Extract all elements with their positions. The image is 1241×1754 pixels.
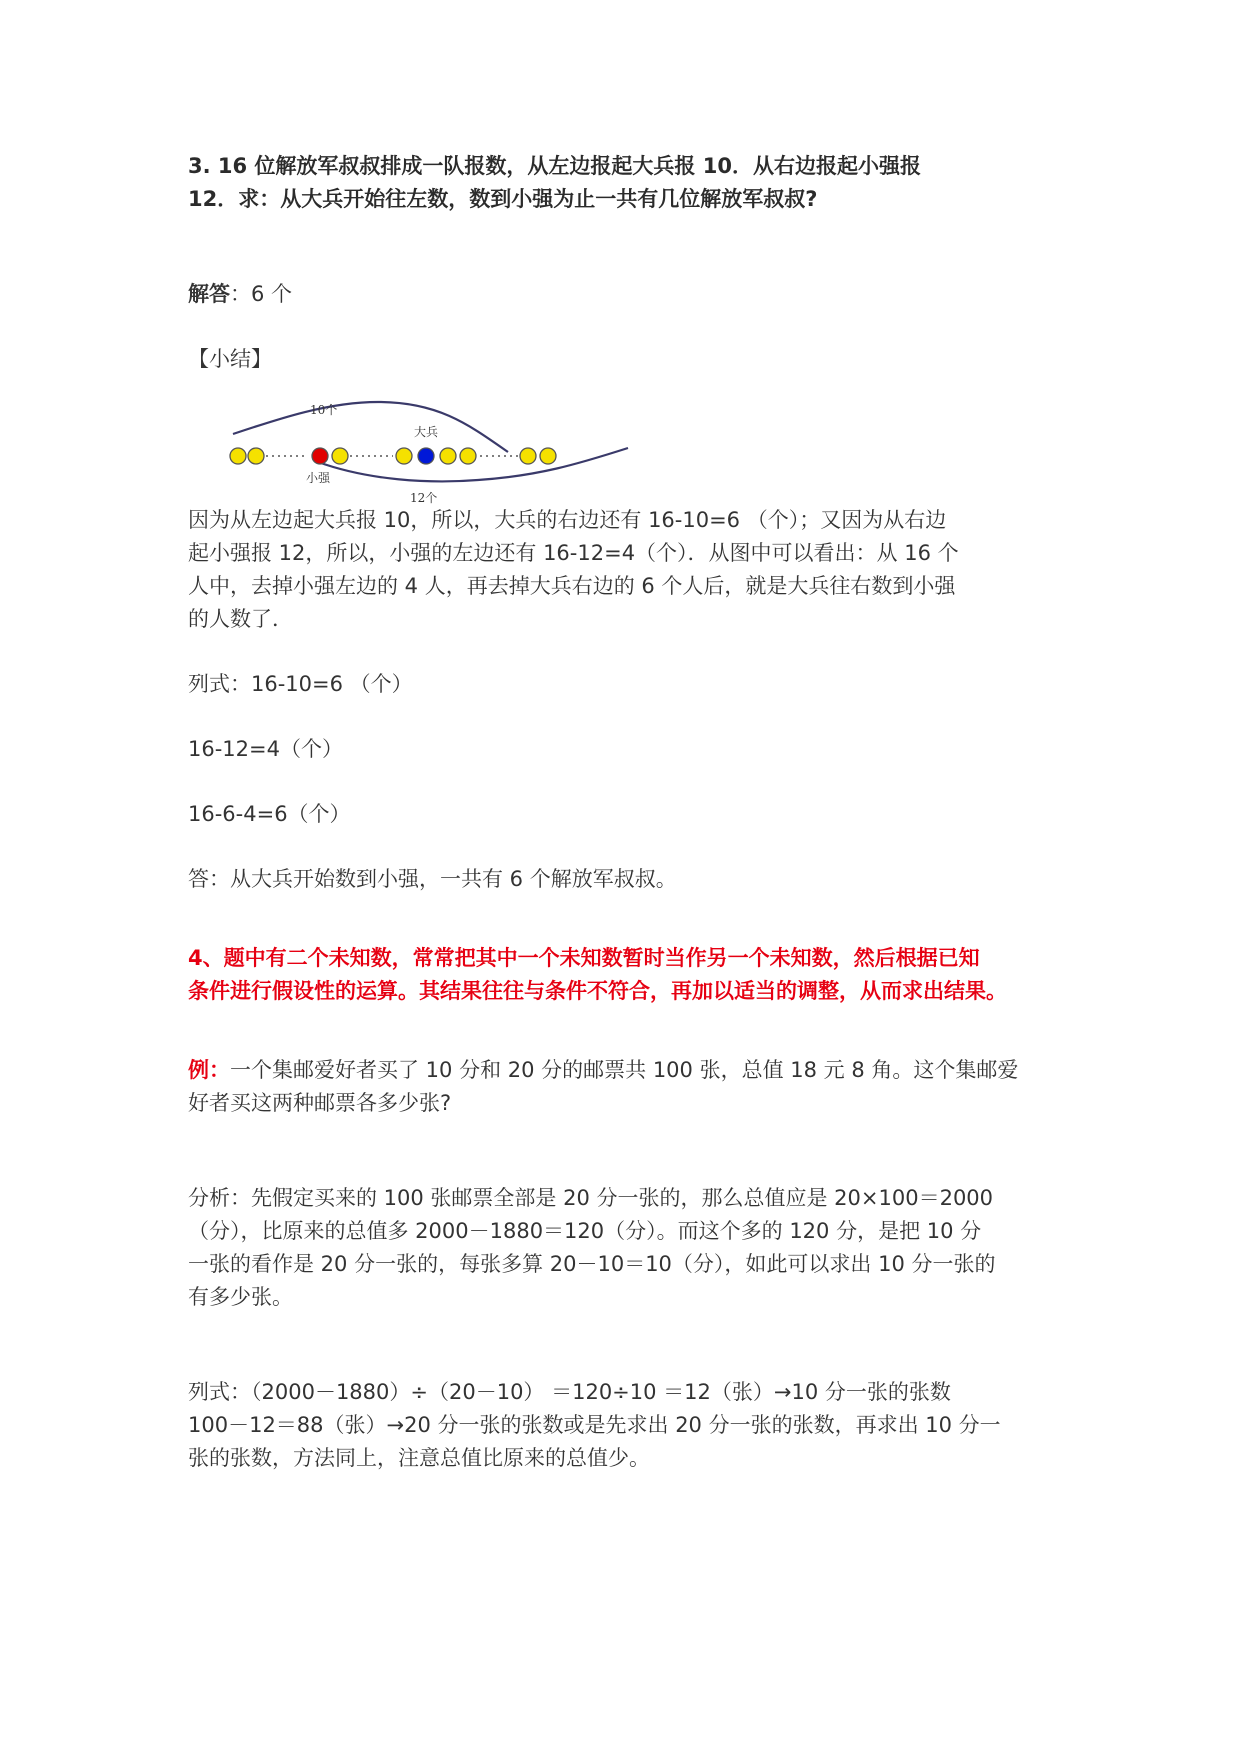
formula-line-3: 张的张数，方法同上，注意总值比原来的总值少。 (188, 1446, 650, 1470)
counting-diagram-svg (218, 384, 638, 504)
question-3-title-line-2: 12．求：从大兵开始往左数，数到小强为止一共有几位解放军叔叔? (188, 187, 818, 211)
example-line-1 (188, 1054, 1068, 1087)
equation-3: 16-6-4=6（个） (188, 802, 351, 826)
person-circle-1 (230, 448, 246, 464)
section-4-line-2: 条件进行假设性的运算。其结果往往与条件不符合，再加以适当的调整，从而求出结果。 (188, 979, 1007, 1003)
equation-1: 列式：16-10=6 （个） (188, 672, 413, 696)
person-circle-soldier (418, 448, 434, 464)
arc-top (233, 402, 508, 452)
label-bottom-count: 12个 (410, 491, 438, 504)
person-circle-2 (248, 448, 264, 464)
explanation-line-1: 因为从左边起大兵报 10，所以，大兵的右边还有 16-10=6 （个）；又因为从右边 (188, 508, 947, 532)
analysis-line-4: 有多少张。 (188, 1285, 293, 1309)
example-line-2: 好者买这两种邮票各多少张? (188, 1091, 452, 1115)
document-page (188, 150, 1068, 1475)
section-4-line-1: 4、题中有二个未知数，常常把其中一个未知数暂时当作另一个未知数，然后根据已知 (188, 946, 980, 970)
person-circle-5 (396, 448, 412, 464)
answer-line (188, 278, 1068, 311)
counting-diagram (218, 384, 638, 504)
analysis-line-3: 一张的看作是 20 分一张的，每张多算 20－10＝10（分），如此可以求出 10 分一张的 (188, 1252, 996, 1276)
explanation-line-4: 的人数了． (188, 607, 293, 631)
equation-2: 16-12=4（个） (188, 737, 343, 761)
answer-value: ：6 个 (230, 282, 293, 306)
person-circle-8 (460, 448, 476, 464)
person-circle-10 (540, 448, 556, 464)
question-3-title-line-1: 3. 16 位解放军叔叔排成一队报数，从左边报起大兵报 10．从右边报起小强报 (188, 154, 921, 178)
person-circle-4 (332, 448, 348, 464)
answer-label: 解答 (188, 282, 230, 306)
label-xiaoqiang: 小强 (306, 471, 331, 485)
person-circle-9 (520, 448, 536, 464)
final-answer: 答：从大兵开始数到小强，一共有 6 个解放军叔叔。 (188, 867, 677, 891)
analysis-line-2: （分），比原来的总值多 2000－1880＝120（分）。而这个多的 120 分，是把 10 分 (188, 1219, 982, 1243)
explanation-line-2: 起小强报 12，所以，小强的左边还有 16-12=4（个）．从图中可以看出：从 16 个 (188, 541, 959, 565)
label-soldier: 大兵 (414, 425, 439, 439)
explanation-line-3: 人中，去掉小强左边的 4 人，再去掉大兵右边的 6 个人后，就是大兵往右数到小强 (188, 574, 956, 598)
example-text-1: 一个集邮爱好者买了 10 分和 20 分的邮票共 100 张，总值 18 元 8 角。这个集邮爱 (230, 1058, 1019, 1082)
label-top-count: 10个 (310, 403, 338, 417)
formula-line-2: 100－12＝88（张）→20 分一张的张数或是先求出 20 分一张的张数，再求出 10 分一 (188, 1413, 1001, 1437)
formula-line-1: 列式：（2000－1880）÷（20－10） ＝120÷10 ＝12（张）→10 分一张的张数 (188, 1380, 951, 1404)
person-circle-xiaoqiang (312, 448, 328, 464)
example-label: 例： (188, 1058, 230, 1082)
analysis-line-1: 分析：先假定买来的 100 张邮票全部是 20 分一张的，那么总值应是 20×100＝2000 (188, 1186, 994, 1210)
person-circle-7 (440, 448, 456, 464)
summary-label: 【小结】 (188, 347, 272, 371)
